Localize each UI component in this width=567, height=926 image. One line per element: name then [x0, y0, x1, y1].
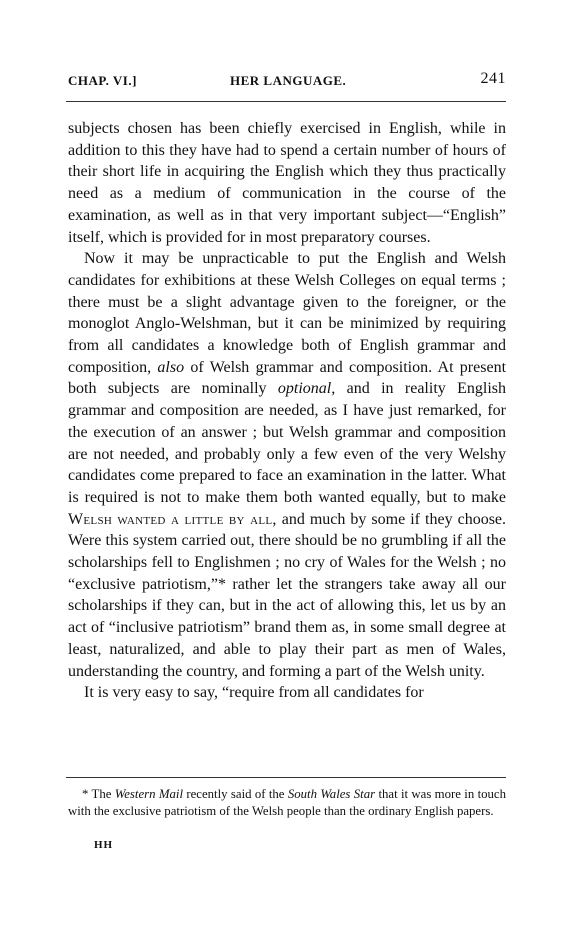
footnote-rest: that it was more in touch with the exclusive patriotism of the Welsh people than the ordinary English papers.: [68, 787, 506, 818]
small-caps-phrase: Welsh wanted a little by all,: [68, 510, 277, 528]
footnote-mid: recently said of the: [186, 787, 285, 801]
emphasis-optional: optional,: [277, 380, 336, 398]
paragraph-2: [68, 248, 506, 682]
paragraph-3: It is very easy to say, “require from all candidates for: [84, 684, 424, 702]
footnote-paper-2: South Wales Star: [287, 787, 376, 801]
page-number: 241: [480, 70, 506, 87]
running-title: HER LANGUAGE.: [230, 73, 347, 88]
chapter-label: CHAP. VI.]: [68, 73, 137, 88]
paragraph-1: subjects chosen has been chiefly exercised in English, while in addition to this they have had to spend a certain number of hours of their short life in acquiring the English which they thus practically need as a medium of communication in the course of the examination, as well as in that very important subject—“English” itself, which is provided for in most preparatory courses.: [68, 120, 506, 246]
header-rule: [66, 101, 506, 102]
footnote-paper-1: Western Mail: [114, 787, 184, 801]
main-text: [68, 118, 506, 704]
paragraph-2-part-d: and much by some if they choose. Were this system carried out, there should be no grumbling if all the scholarships fell to Englishmen ; no cry of Wales for the Welsh ; no “exclusive patriotism,”* rather let the strangers take away all our scholarships if they can, but in the act of allowing this, let us by an act of “inclusive patriotism” brand them as, in some small degree at least, naturalized, and able to play their part as men of Wales, understanding the country, and forming a part of the Welsh unity.: [68, 510, 507, 680]
paragraph-2-part-b: of Welsh grammar and composition. At present both subjects are nominally: [68, 358, 507, 398]
footnote-rule: [66, 777, 506, 778]
emphasis-also: also: [157, 358, 185, 376]
footnote: [68, 786, 506, 820]
footnote-text: [68, 786, 506, 820]
running-header: [68, 70, 506, 92]
paragraph-2-part-c: and in reality English grammar and composition are needed, as I have just remarked, for the execution of an answer ; but Welsh grammar and composition are not needed, and probably only a few even of the very Welshy candidates come prepared to face an examination in the latter. What is required is not to make them both wanted equally, but to make: [68, 380, 507, 506]
footnote-marker: * The: [82, 787, 112, 801]
signature-mark: HH: [94, 839, 114, 851]
paragraph-2-part-a: Now it may be unpracticable to put the English and Welsh candidates for exhibitions at these Welsh Colleges on equal terms ; there must be a slight advantage given to the foreigner, or the monoglot Anglo-Welshman, but it can be minimized by requiring from all candidates a knowledge both of English grammar and composition,: [68, 250, 506, 376]
